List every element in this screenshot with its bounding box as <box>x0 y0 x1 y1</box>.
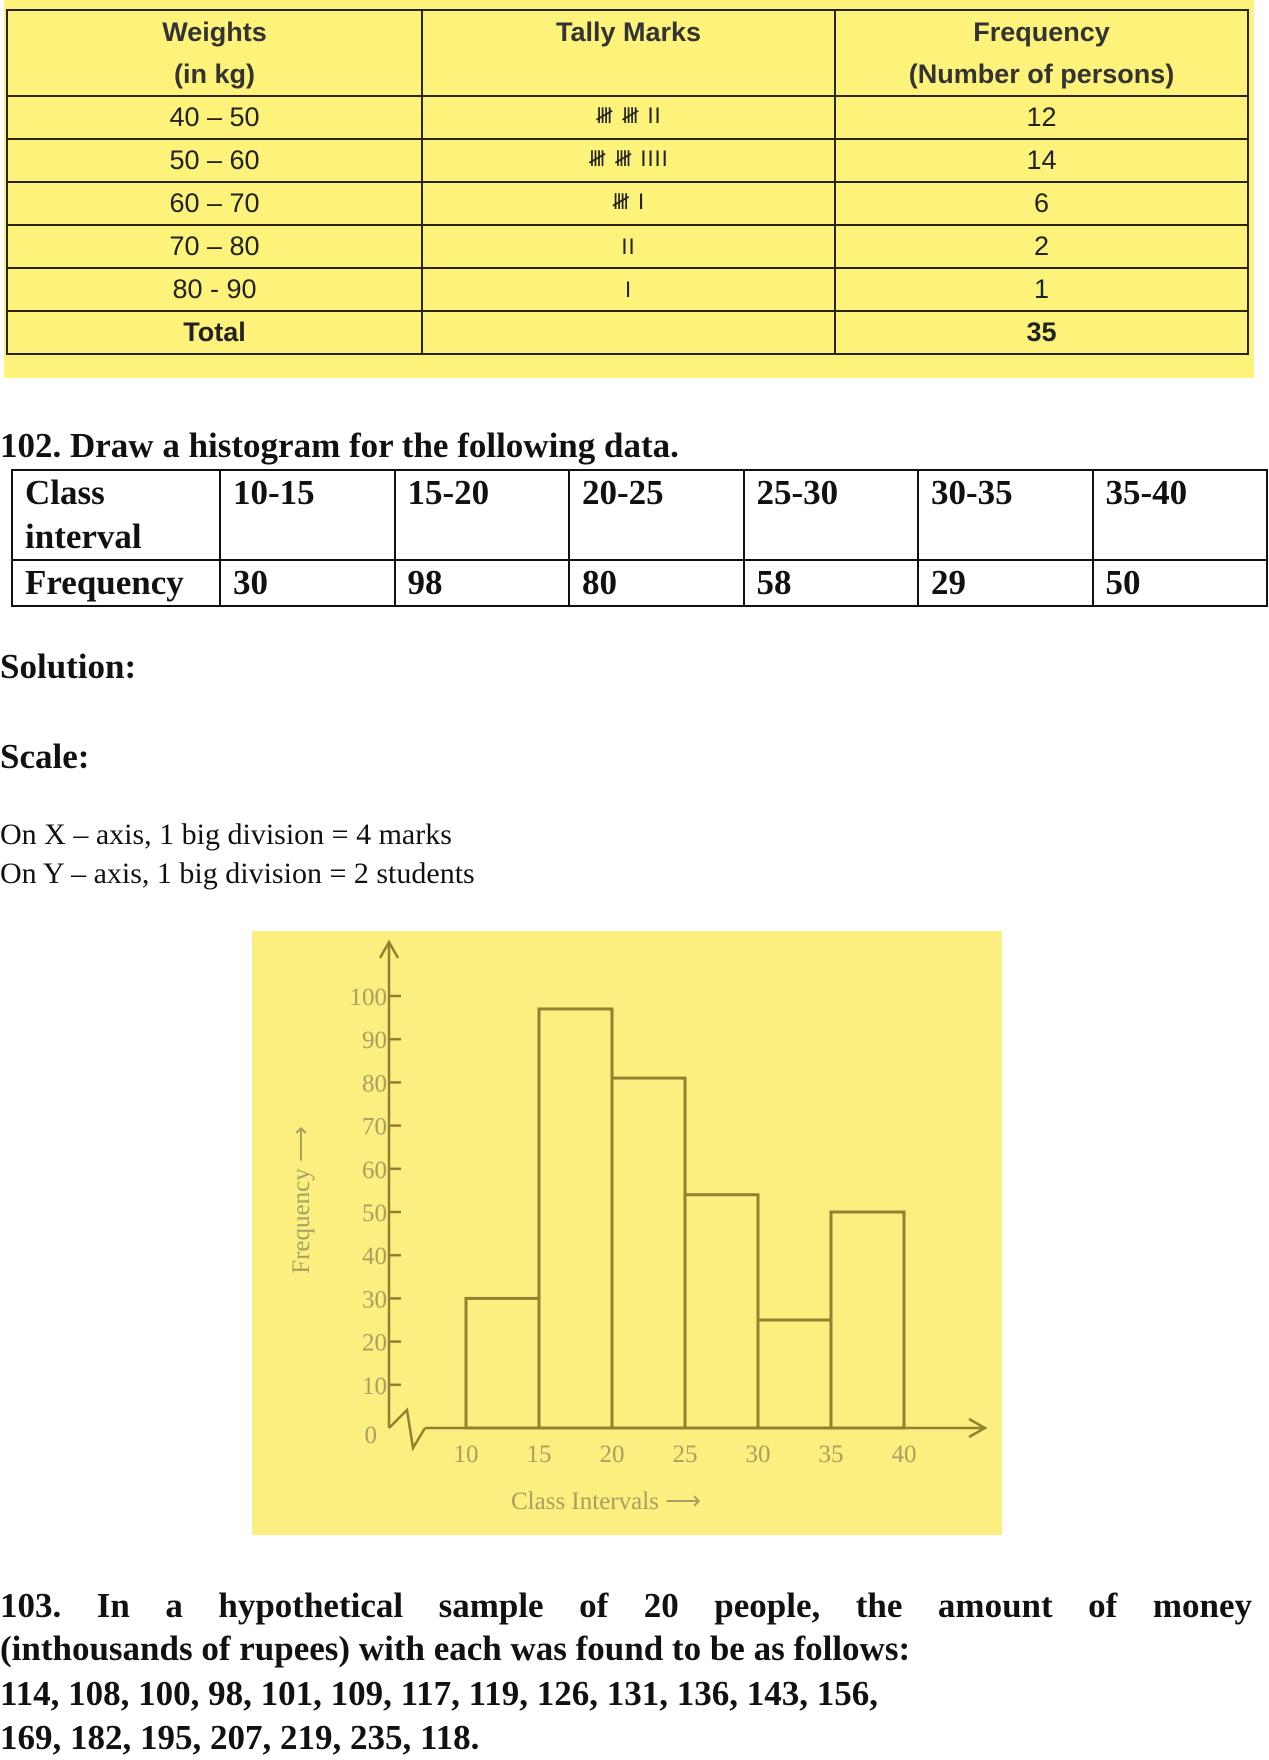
interval-cell: 30-35 <box>918 470 1093 560</box>
header-text: (in kg) <box>174 59 255 89</box>
solution-heading: Solution: <box>0 647 137 686</box>
header-text: Frequency <box>973 17 1110 47</box>
x-axis-label: Class Intervals ⟶ <box>511 1488 701 1515</box>
question-103-line-2: (inthousands of rupees) with each was found to be as follows: <box>0 1629 911 1668</box>
tally-cell: 𝍸 𝍸 II <box>422 96 835 139</box>
frequency-cell: 58 <box>744 560 919 606</box>
interval-cell: 20-25 <box>569 470 744 560</box>
origin-label: 0 <box>364 1422 377 1449</box>
axis-break-icon <box>389 1410 425 1448</box>
histogram-bar <box>758 1320 831 1428</box>
scale-y-text: On Y – axis, 1 big division = 2 students <box>0 857 475 890</box>
header-text: Weights <box>162 17 267 47</box>
frequency-cell: 12 <box>835 96 1248 139</box>
y-tick-label: 20 <box>362 1329 387 1357</box>
interval-cell: 35-40 <box>1093 470 1268 560</box>
label-text: Class <box>25 473 105 512</box>
weight-cell: 50 – 60 <box>7 139 422 182</box>
question-103-data-line-1: 114, 108, 100, 98, 101, 109, 117, 119, 126, 131, 136, 143, 156, <box>0 1674 878 1713</box>
weight-cell: 40 – 50 <box>7 96 422 139</box>
x-tick-label: 15 <box>526 1441 552 1468</box>
frequency-cell: 30 <box>220 560 395 606</box>
header-text: (Number of persons) <box>908 59 1175 89</box>
tally-cell: II <box>422 225 835 268</box>
frequency-cell: 29 <box>918 560 1093 606</box>
tally-cell: 𝍸 𝍸 IIII <box>422 139 835 182</box>
frequency-cell: 2 <box>835 225 1248 268</box>
x-tick-label: 20 <box>599 1441 625 1468</box>
y-tick-label: 90 <box>362 1027 387 1055</box>
tally-cell: 𝍸 I <box>422 182 835 225</box>
histogram-bar <box>831 1212 904 1428</box>
y-tick-label: 70 <box>362 1113 387 1141</box>
interval-cell: 15-20 <box>395 470 570 560</box>
frequency-cell: 50 <box>1093 560 1268 606</box>
total-value: 35 <box>835 311 1248 354</box>
scale-heading: Scale: <box>0 737 90 776</box>
histogram-bar <box>466 1298 539 1428</box>
label-text: interval <box>25 517 142 556</box>
question-102-title: 102. Draw a histogram for the following data. <box>0 426 679 465</box>
frequency-cell: 14 <box>835 139 1248 182</box>
y-tick-label: 100 <box>349 984 387 1011</box>
header-tally: Tally Marks <box>422 10 835 96</box>
y-tick-label: 80 <box>362 1070 387 1098</box>
y-tick-label: 40 <box>362 1243 387 1271</box>
y-tick-label: 10 <box>362 1372 387 1400</box>
question-103-data-line-2: 169, 182, 195, 207, 219, 235, 118. <box>0 1718 480 1757</box>
x-tick-label: 35 <box>818 1441 844 1468</box>
weight-cell: 80 - 90 <box>7 268 422 311</box>
weight-cell: 70 – 80 <box>7 225 422 268</box>
frequency-cell: 98 <box>395 560 570 606</box>
question-103-line-1: 103. In a hypothetical sample of 20 people, the amount of money <box>0 1586 1252 1625</box>
x-tick-label: 30 <box>745 1441 771 1468</box>
y-tick-label: 60 <box>362 1156 387 1184</box>
frequency-cell: 1 <box>835 268 1248 311</box>
histogram-bar <box>539 1009 612 1428</box>
weight-cell: 60 – 70 <box>7 182 422 225</box>
scale-x-text: On X – axis, 1 big division = 4 marks <box>0 818 452 851</box>
y-tick-label: 30 <box>362 1286 387 1314</box>
tally-cell: I <box>422 268 835 311</box>
x-tick-label: 10 <box>453 1441 479 1468</box>
frequency-cell: 6 <box>835 182 1248 225</box>
frequency-cell: 80 <box>569 560 744 606</box>
total-label: Total <box>7 311 422 354</box>
x-tick-label: 25 <box>672 1441 698 1468</box>
histogram-bar <box>685 1195 758 1428</box>
y-axis-label: Frequency ⟶ <box>288 1126 315 1274</box>
x-tick-label: 40 <box>891 1441 917 1468</box>
frequency-label: Frequency <box>12 560 220 606</box>
interval-cell: 10-15 <box>220 470 395 560</box>
y-tick-label: 50 <box>362 1200 387 1227</box>
interval-cell: 25-30 <box>744 470 919 560</box>
histogram-bar <box>612 1078 685 1428</box>
